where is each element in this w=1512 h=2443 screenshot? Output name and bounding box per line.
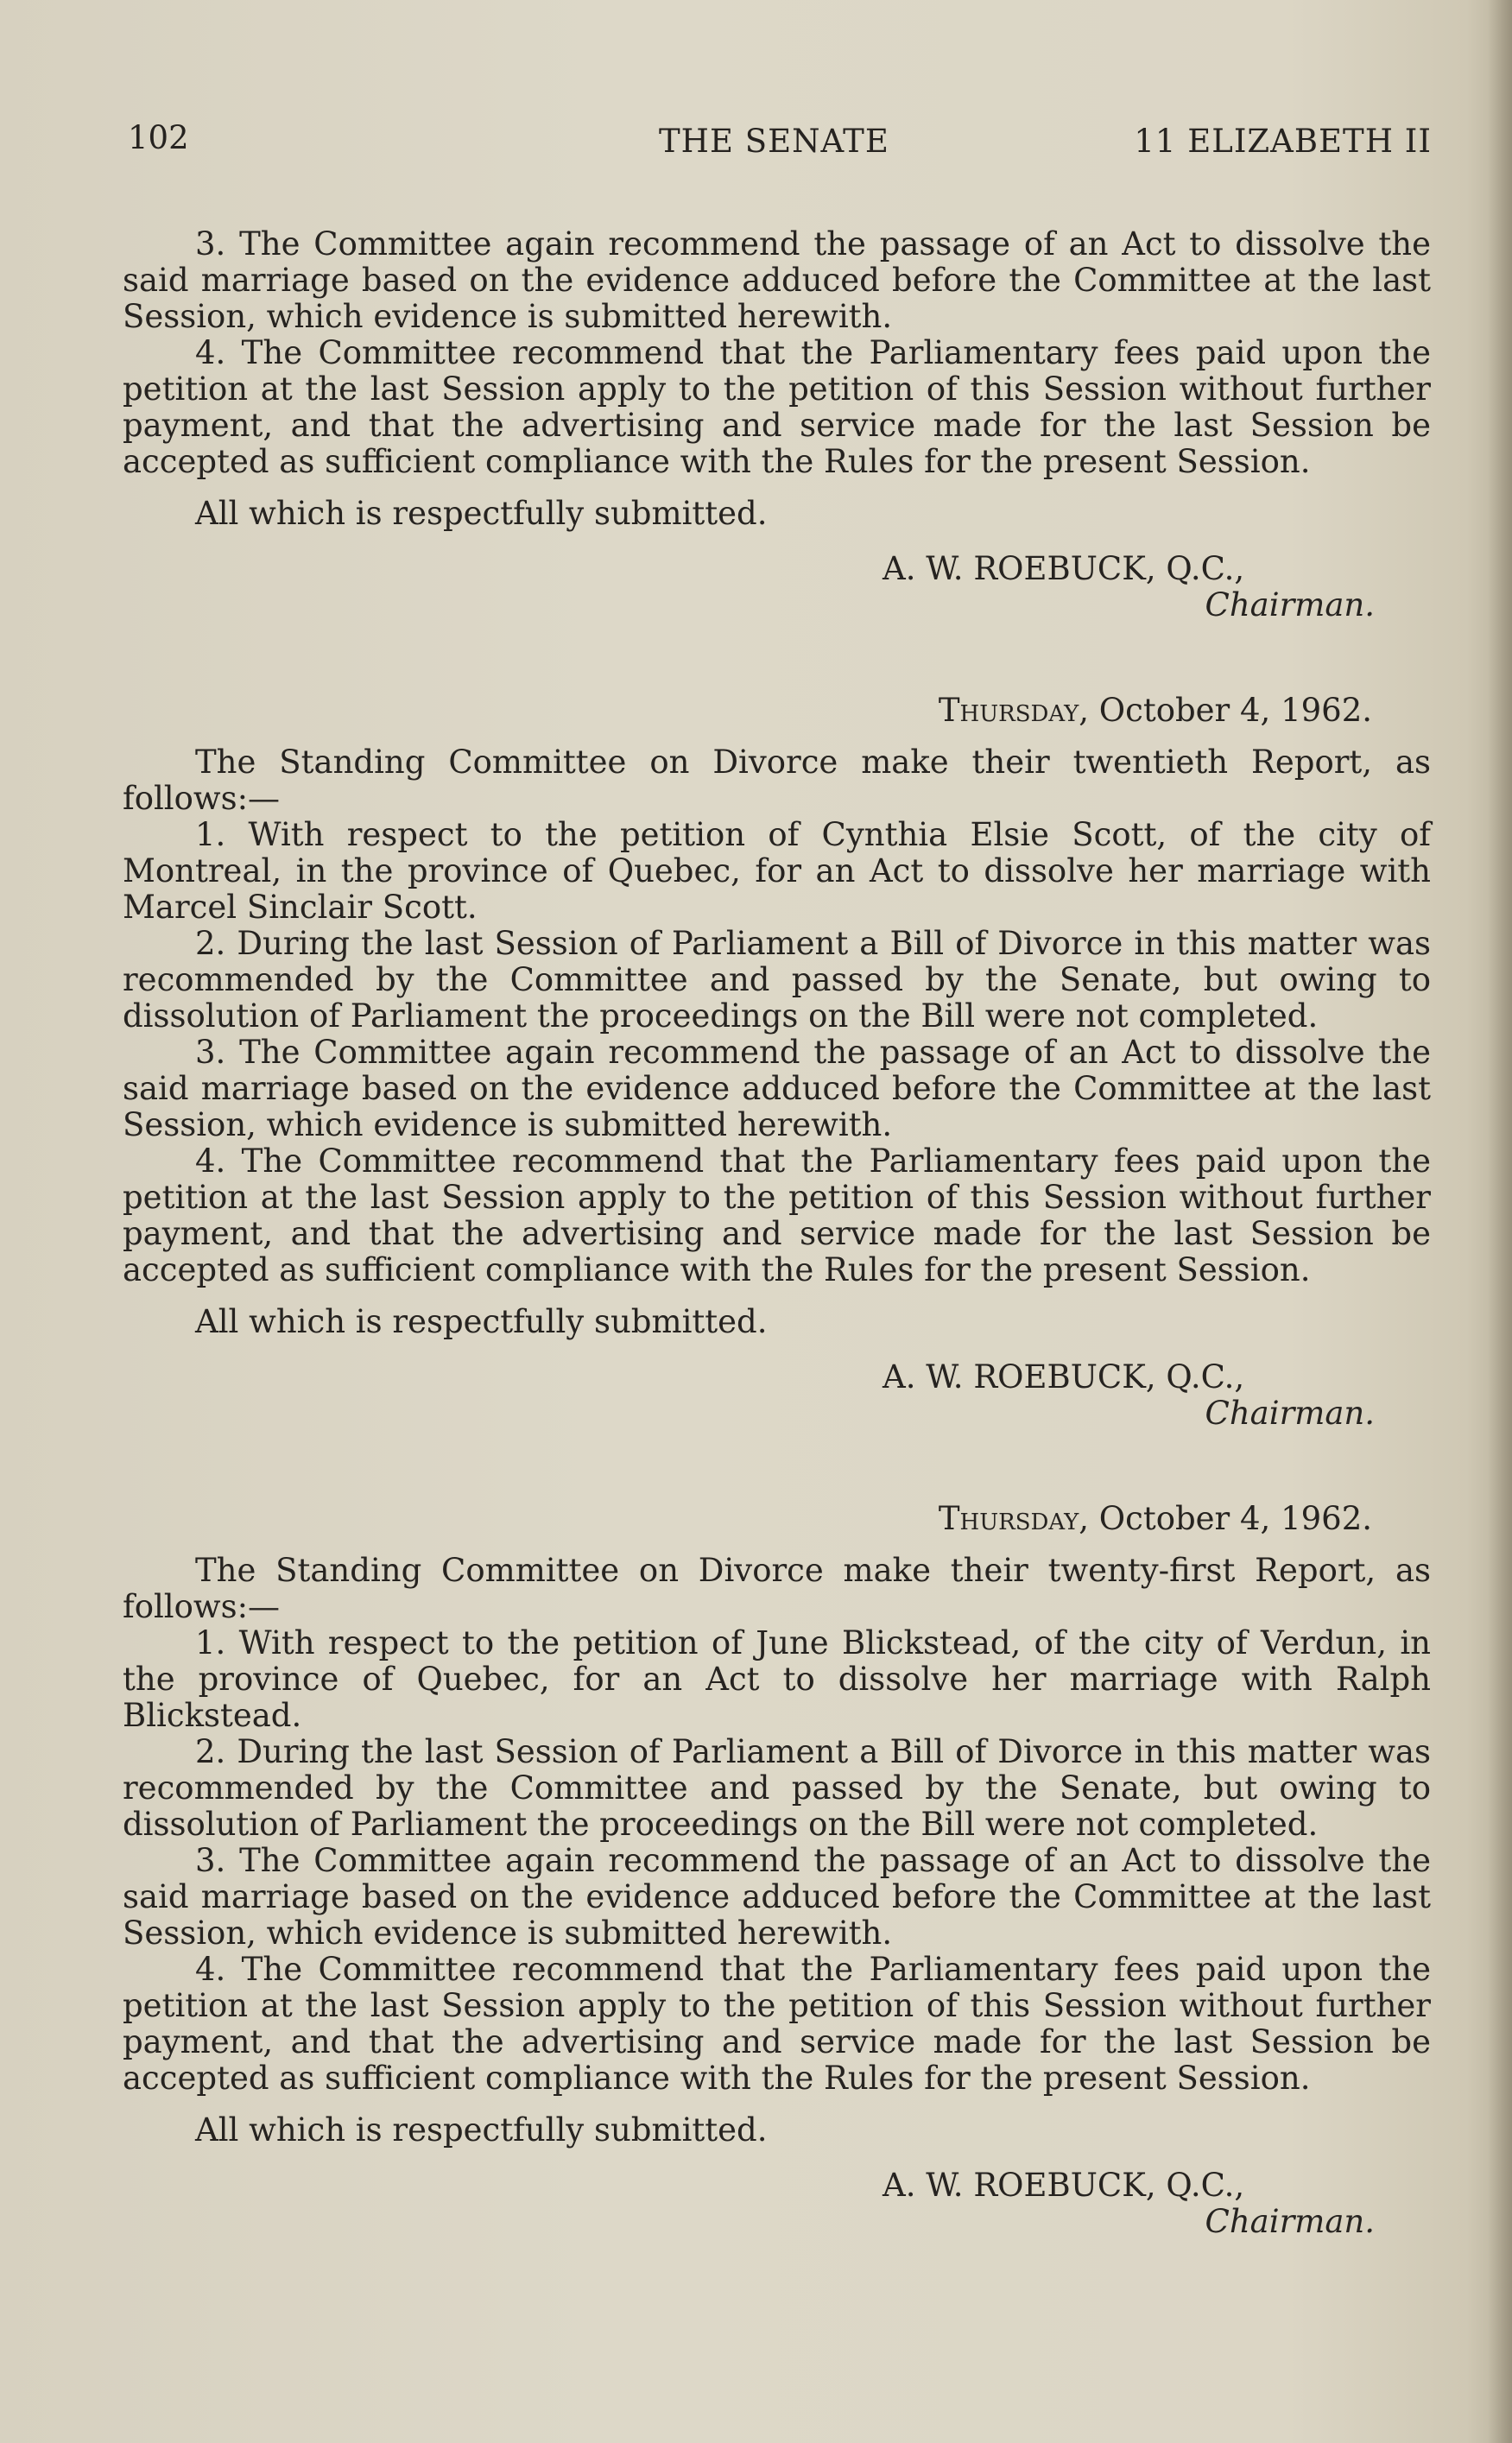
date-text: October 4, 1962. bbox=[1089, 692, 1372, 729]
paragraph: 1. With respect to the petition of June Blickstead, of the city of Verdun, in the province of Quebec, for an Act to dissolve her marriage with Ralph Blickstead. bbox=[123, 1624, 1431, 1734]
signature-block bbox=[883, 551, 1431, 623]
paragraph: 3. The Committee again recommend the passage of an Act to dissolve the said marriage based on the evidence adduced before the Committee at the last Session, which evidence is submitted herewith. bbox=[123, 1034, 1431, 1143]
paragraph: 4. The Committee recommend that the Parliamentary fees paid upon the petition at the last Session apply to the petition of this Session without further payment, and that the advertising and service made for the last Session be accepted as sufficient compliance with the Rules for the present Session. bbox=[123, 334, 1431, 480]
page-body bbox=[123, 226, 1431, 2240]
paragraph: 3. The Committee again recommend the passage of an Act to dissolve the said marriage based on the evidence adduced before the Committee at the last Session, which evidence is submitted herewith. bbox=[123, 1842, 1431, 1952]
date-weekday: Thursday, bbox=[938, 692, 1090, 729]
report-date bbox=[123, 1501, 1372, 1537]
paragraph: 2. During the last Session of Parliament a Bill of Divorce in this matter was recommended by the Committee and passed by the Senate, but owing to dissolution of Parliament the proceedings on the Bill were not completed. bbox=[123, 925, 1431, 1035]
report-date bbox=[123, 693, 1372, 729]
paragraph: 3. The Committee again recommend the passage of an Act to dissolve the said marriage based on the evidence adduced before the Committee at the last Session, which evidence is submitted herewith. bbox=[123, 225, 1431, 335]
paragraph: 4. The Committee recommend that the Parliamentary fees paid upon the petition at the last Session apply to the petition of this Session without further payment, and that the advertising and service made for the last Session be accepted as sufficient compliance with the Rules for the present Session. bbox=[123, 1951, 1431, 2097]
report-twentieth bbox=[123, 693, 1431, 1432]
signature-block bbox=[883, 1359, 1431, 1432]
signatory-name: A. W. ROEBUCK, Q.C., bbox=[883, 2167, 1245, 2204]
running-header bbox=[128, 119, 1432, 162]
report-intro: The Standing Committee on Divorce make their twentieth Report, as follows:— bbox=[123, 744, 1431, 817]
date-weekday: Thursday, bbox=[938, 1500, 1090, 1537]
signatory-role: Chairman. bbox=[1205, 2203, 1375, 2240]
date-text: October 4, 1962. bbox=[1089, 1500, 1372, 1537]
continued-report bbox=[123, 226, 1431, 623]
closing-line: All which is respectfully submitted. bbox=[195, 2111, 768, 2149]
running-title: THE SENATE bbox=[659, 123, 889, 160]
report-twenty-first bbox=[123, 1501, 1431, 2240]
signatory-name: A. W. ROEBUCK, Q.C., bbox=[883, 1358, 1245, 1396]
page-edge-shadow bbox=[1488, 0, 1512, 2443]
signature-block bbox=[883, 2168, 1431, 2240]
signatory-role: Chairman. bbox=[1205, 1395, 1375, 1432]
page-number: 102 bbox=[128, 119, 189, 156]
closing-line: All which is respectfully submitted. bbox=[195, 1303, 768, 1340]
signatory-role: Chairman. bbox=[1205, 586, 1375, 623]
paragraph: 4. The Committee recommend that the Parliamentary fees paid upon the petition at the last Session apply to the petition of this Session without further payment, and that the advertising and service made for the last Session be accepted as sufficient compliance with the Rules for the present Session. bbox=[123, 1142, 1431, 1288]
paragraph: 1. With respect to the petition of Cynthia Elsie Scott, of the city of Montreal, in the province of Quebec, for an Act to dissolve her marriage with Marcel Sinclair Scott. bbox=[123, 816, 1431, 926]
signatory-name: A. W. ROEBUCK, Q.C., bbox=[883, 550, 1245, 587]
regnal-year: 11 ELIZABETH II bbox=[1134, 123, 1432, 160]
paragraph: 2. During the last Session of Parliament a Bill of Divorce in this matter was recommended by the Committee and passed by the Senate, but owing to dissolution of Parliament the proceedings on the Bill were not completed. bbox=[123, 1733, 1431, 1843]
report-intro: The Standing Committee on Divorce make their twenty-first Report, as follows:— bbox=[123, 1552, 1431, 1625]
closing-line: All which is respectfully submitted. bbox=[195, 495, 768, 532]
